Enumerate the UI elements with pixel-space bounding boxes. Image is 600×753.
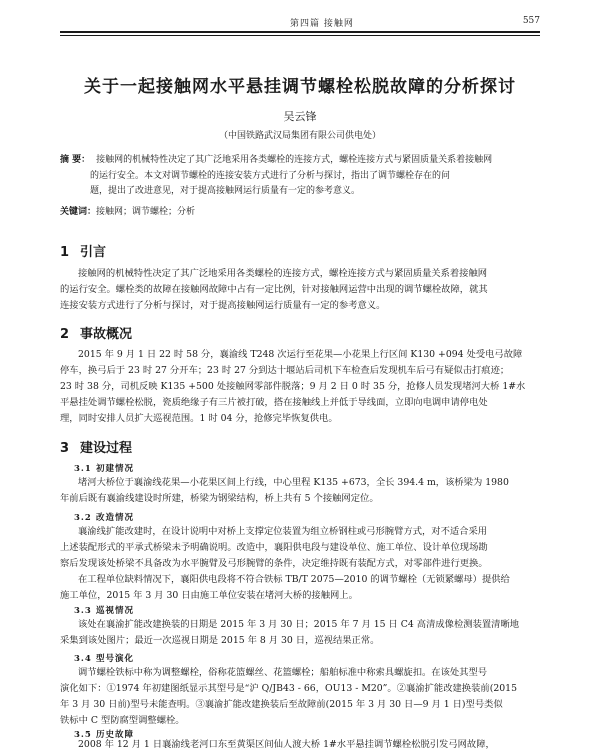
abstract-line: 题，提出了改进意见，对于提高接触网运行质量有一定的参考意义。 bbox=[90, 186, 361, 196]
abstract-line: 的运行安全。本文对调节螺栓的连接安装方式进行了分析与探讨，指出了调节螺栓存在的问 bbox=[90, 170, 451, 181]
body-line: 在工程单位缺料情况下，襄阳供电段将不符合铁标 TB/T 2075—2010 的调节螺栓（无锁紧螺母）提供给 bbox=[78, 574, 510, 585]
section-1-body bbox=[60, 266, 538, 314]
section-number: 3 bbox=[60, 441, 70, 456]
section-heading bbox=[60, 241, 106, 260]
author: 吴云锋 bbox=[283, 110, 317, 123]
body-line: 连接安装方式进行了分析与探讨，对于提高接触网运行质量有一定的参考意义。 bbox=[60, 300, 386, 311]
section-title: 事故概况 bbox=[80, 327, 133, 342]
body-line: 23 时 38 分，司机反映 K135 +500 处接触网零部件脱落；9 月 2 日 0 时 35 分，抢修人员发现堵河大桥 1#水 bbox=[60, 381, 526, 392]
abstract-text: 接触网的机械特性决定了其广泛地采用各类螺栓的连接方式，螺栓连接方式与紧固质量关系着接触网 bbox=[96, 155, 493, 165]
paper-title: 关于一起接触网水平悬挂调节螺栓松脱故障的分析探讨 bbox=[84, 77, 516, 97]
body-line: 年前后既有襄渝线建设时所建，桥梁为钢梁结构，桥上共有 5 个接触网定位。 bbox=[60, 493, 379, 504]
body-line: 的运行安全。螺栓类的故障在接触网故障中占有一定比例，针对接触网运营中出现的调节螺栓故障，就其 bbox=[60, 284, 488, 295]
section-heading bbox=[60, 437, 132, 456]
abstract-line bbox=[60, 153, 536, 169]
abstract bbox=[60, 153, 536, 200]
section-2-body bbox=[60, 347, 538, 427]
subsection-3-3-body bbox=[60, 617, 538, 649]
subsection-3-4-body bbox=[60, 665, 538, 729]
subsection-title: 历史故障 bbox=[96, 730, 135, 740]
body-line: 上述装配形式的平承式桥梁未予明确说明。改造中，襄阳供电段与建设单位、施工单位、设计单位现场勘 bbox=[60, 542, 488, 553]
subsection-title: 改造情况 bbox=[96, 513, 135, 523]
section-number: 1 bbox=[60, 245, 70, 260]
abstract-label: 摘 要： bbox=[60, 155, 91, 165]
subsection-3-1-body bbox=[60, 475, 538, 507]
subsection-heading bbox=[74, 604, 134, 616]
body-line: 察后发现该处桥梁不具备改为水平腕臂及弓形腕臂的条件，决定维持既有装配方式，对零部件进行更换。 bbox=[60, 558, 488, 569]
section-number: 2 bbox=[60, 327, 70, 342]
subsection-number: 3.4 bbox=[74, 654, 92, 664]
keywords-label: 关键词： bbox=[60, 207, 97, 217]
body-line: 调节螺栓铁标中称为调整螺栓，俗称花篮螺丝、花篮螺栓；船舶标准中称索具螺旋扣。在该处其型号 bbox=[78, 667, 488, 678]
body-line: 襄渝线扩能改建时，在设计说明中对桥上支撑定位装置为组立桥钢柱或弓形腕臂方式，对不适合采用 bbox=[78, 526, 488, 537]
subsection-heading bbox=[74, 652, 134, 664]
keywords-text: 接触网；调节螺栓；分析 bbox=[96, 207, 196, 217]
subsection-number: 3.5 bbox=[74, 730, 92, 740]
subsection-3-5-body bbox=[60, 737, 538, 753]
subsection-title: 巡视情况 bbox=[96, 606, 135, 616]
section-title: 引言 bbox=[80, 245, 107, 260]
body-line: 理，同时安排人员扩大巡视范围。1 时 04 分，抢修完毕恢复供电。 bbox=[60, 413, 338, 424]
subsection-3-2-body bbox=[60, 524, 538, 604]
body-line: 2008 年 12 月 1 日襄渝线老河口东至黄渠区间仙人渡大桥 1#水平悬挂调节螺栓松脱引发弓网故障， bbox=[78, 739, 495, 750]
page-number: 557 bbox=[522, 16, 540, 26]
subsection-number: 3.3 bbox=[74, 606, 92, 616]
subsection-number: 3.1 bbox=[74, 464, 92, 474]
header-rule-thin bbox=[60, 35, 540, 36]
affiliation: （中国铁路武汉局集团有限公司供电处） bbox=[218, 131, 381, 141]
subsection-title: 初建情况 bbox=[96, 464, 135, 474]
subsection-heading bbox=[74, 462, 134, 474]
body-line: 该处在襄渝扩能改建换装的日期是 2015 年 3 月 30 日；2015 年 7 月 15 日 C4 高清成像检测装置清晰地 bbox=[78, 619, 520, 630]
header-rule-thick bbox=[60, 31, 540, 33]
body-line: 年 3 月 30 日前)型号未能查明。③襄渝扩能改建换装后至故障前(2015 年 3 月 30 日—9 月 1 日)型号类似 bbox=[60, 699, 503, 710]
section-title: 建设过程 bbox=[80, 441, 133, 456]
body-line: 采集到该处图片；最近一次巡视日期是 2015 年 8 月 30 日，巡视结果正常。 bbox=[60, 635, 380, 646]
body-line: 堵河大桥位于襄渝线花果—小花果区间上行线，中心里程 K135 +673，全长 394.4 m，该桥梁为 1980 bbox=[78, 477, 509, 488]
running-header bbox=[60, 14, 540, 30]
body-line: 铁标中 C 型防腐型调整螺栓。 bbox=[60, 715, 185, 726]
body-line: 平悬挂处调节螺栓松脱，瓷质绝缘子有三片被打破，搭在接触线上并低于导线面，立即向电调申请停电处 bbox=[60, 397, 488, 408]
body-line: 接触网的机械特性决定了其广泛地采用各类螺栓的连接方式，螺栓连接方式与紧固质量关系着接触网 bbox=[78, 268, 488, 279]
keywords bbox=[60, 204, 536, 217]
body-line: 停车，换弓后于 23 时 27 分开车；23 时 27 分到达十堰站后司机下车检查后发现机车后弓有疑似击打痕迹； bbox=[60, 365, 510, 376]
subsection-number: 3.2 bbox=[74, 513, 92, 523]
body-line: 施工单位，2015 年 3 月 30 日由施工单位安装在堵河大桥的接触网上。 bbox=[60, 590, 358, 601]
running-header-section: 第四篇 接触网 bbox=[290, 19, 354, 29]
subsection-title: 型号演化 bbox=[96, 654, 135, 664]
subsection-heading bbox=[74, 511, 134, 523]
section-heading bbox=[60, 323, 132, 342]
body-line: 2015 年 9 月 1 日 22 时 58 分，襄渝线 T248 次运行至花果—小花果上行区间 K130 +094 处受电弓故障 bbox=[78, 349, 523, 360]
body-line: 演化如下：①1974 年初建图纸显示其型号是“沪 Q/JB43 - 66，OU13 - M20”。②襄渝扩能改建换装前(2015 bbox=[60, 683, 517, 694]
